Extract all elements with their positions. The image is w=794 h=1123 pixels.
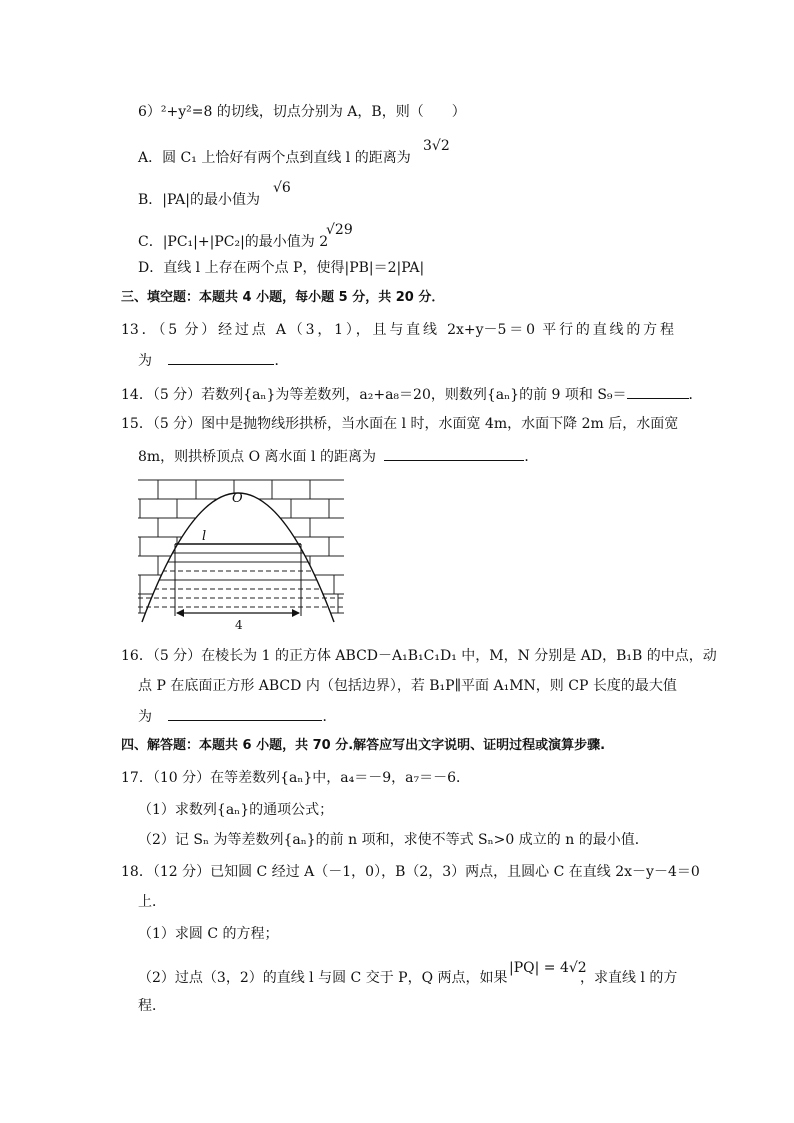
q18-part-2-line-2: 程． (138, 998, 166, 1014)
q18-part-1: （1）求圆 C 的方程； (138, 926, 279, 942)
arrow-head-left (176, 609, 184, 617)
q12-option-b-value: √6 (273, 180, 291, 196)
water-lines (138, 544, 344, 607)
q14-suffix: ． (688, 387, 703, 403)
q18-line-2: 上． (138, 894, 166, 910)
q13-line-2 (138, 350, 288, 371)
q12-option-a: A．圆 C₁ 上恰好有两个点到直线 l 的距离为 (138, 150, 411, 166)
q15-answer-blank (384, 446, 524, 461)
q12-stem: 6）²+y²=8 的切线，切点分别为 A，B，则（ ） (138, 104, 466, 120)
q12-option-d: D．直线 l 上存在两个点 P，使得|PB|＝2|PA| (138, 260, 425, 276)
q16-text-1: 16．（5 分）在棱长为 1 的正方体 ABCD－A₁B₁C₁D₁ 中，M，N 分别是 AD，B₁B 的中点，动 (121, 648, 717, 664)
arrow-head-right (292, 609, 300, 617)
q13-suffix: ． (274, 353, 289, 369)
q18-formula: |PQ| = 4√2 (509, 960, 587, 976)
q15-prefix: 8m，则拱桥顶点 O 离水面 l 的距离为 (138, 449, 376, 465)
q12-option-a-value: 3√2 (423, 138, 450, 154)
q15-suffix: ． (524, 449, 539, 465)
q15-text: 15．（5 分）图中是抛物线形拱桥，当水面在 l 时，水面宽 4m，水面下降 2m 后，水面宽 (121, 416, 679, 432)
q15-line-1 (121, 414, 679, 434)
arch-bridge-figure (138, 474, 344, 634)
q12-option-c-value: √29 (326, 222, 353, 238)
q16-line-3 (138, 706, 336, 727)
q17-part-1: （1）求数列{aₙ}的通项公式； (138, 802, 334, 818)
q16-line-2 (138, 676, 677, 696)
q13-answer-blank (168, 350, 274, 365)
lower-dashed-lines (138, 598, 344, 607)
parabola-arch (142, 493, 334, 622)
q16-prefix: 为 (138, 709, 152, 725)
q13-text: 13．（5 分）经过点 A（3，1），且与直线 2x+y－5＝0 平行的直线的方程 (121, 322, 674, 338)
q18-line-1 (121, 862, 700, 882)
section-3-heading: 三、填空题：本题共 4 小题，每小题 5 分，共 20 分． (121, 290, 445, 305)
q14-answer-blank (627, 384, 689, 399)
q15-line-2 (138, 446, 538, 467)
q16-suffix: ． (322, 709, 337, 725)
q14-text: 14．（5 分）若数列{aₙ}为等差数列，a₂+a₈＝20，则数列{aₙ}的前 9 项和 S₉＝ (121, 387, 627, 403)
q18-text-1: 18．（12 分）已知圆 C 经过 A（－1，0），B（2，3）两点，且圆心 C 在直线 2x－y－4＝0 (121, 864, 700, 880)
q18-part-2-prefix: （2）过点（3，2）的直线 l 与圆 C 交于 P，Q 两点，如果 (138, 970, 508, 986)
section-4-heading: 四、解答题：本题共 6 小题，共 70 分.解答应写出文字说明、证明过程或演算步骤. (121, 738, 606, 753)
q13-prefix: 为 (138, 353, 152, 369)
q14-line (121, 384, 703, 405)
q17-stem: 17．（10 分）在等差数列{aₙ}中，a₄＝－9，a₇＝－6． (121, 770, 471, 786)
q16-line-1 (121, 646, 717, 666)
label-o: O (232, 491, 243, 506)
label-width: 4 (235, 618, 243, 632)
q16-text-2: 点 P 在底面正方形 ABCD 内（包括边界），若 B₁P∥平面 A₁MN，则 CP 长度的最大值 (138, 678, 677, 694)
q17-part-2: （2）记 Sₙ 为等差数列{aₙ}的前 n 项和，求使不等式 Sₙ>0 成立的 n 的最小值． (138, 832, 649, 848)
q13-line-1 (121, 320, 674, 340)
q18-part-2-suffix: ，求直线 l 的方 (580, 970, 678, 986)
q16-answer-blank (168, 706, 322, 721)
q12-option-b: B．|PA|的最小值为 (138, 192, 260, 208)
q12-option-c: C．|PC₁|+|PC₂|的最小值为 2 (138, 234, 329, 250)
label-l: l (202, 529, 207, 544)
